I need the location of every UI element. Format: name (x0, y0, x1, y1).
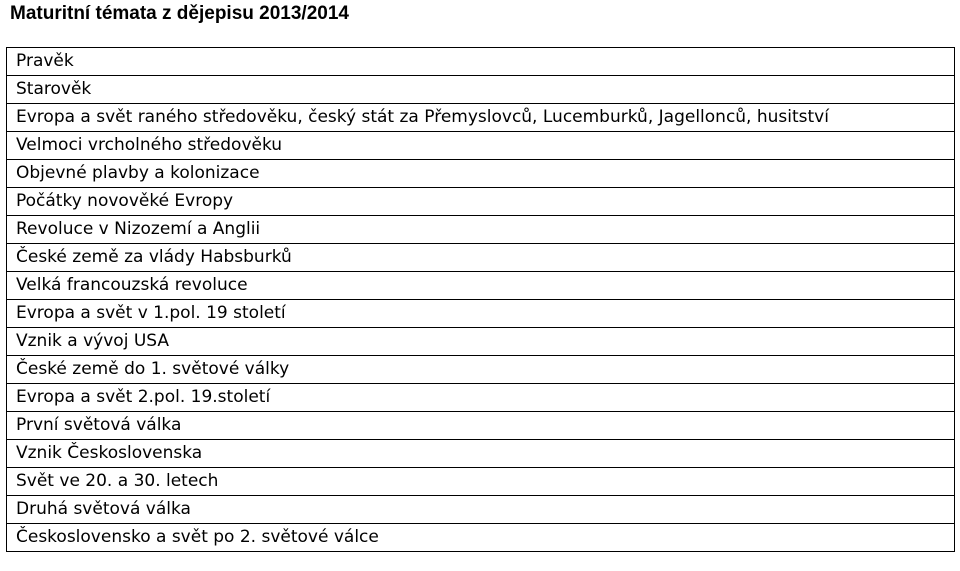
table-row (7, 524, 955, 552)
topic-cell: Svět ve 20. a 30. letech (7, 468, 955, 496)
table-row (7, 76, 955, 104)
table-row (7, 496, 955, 524)
topic-cell: Vznik Československa (7, 440, 955, 468)
topic-cell: České země za vlády Habsburků (7, 244, 955, 272)
table-row (7, 104, 955, 132)
topic-cell: České země do 1. světové války (7, 356, 955, 384)
table-row (7, 440, 955, 468)
topic-cell: Evropa a svět 2.pol. 19.století (7, 384, 955, 412)
topic-cell: Velmoci vrcholného středověku (7, 132, 955, 160)
topic-cell: Počátky novověké Evropy (7, 188, 955, 216)
table-row (7, 384, 955, 412)
topic-cell: První světová válka (7, 412, 955, 440)
topic-cell: Československo a svět po 2. světové válce (7, 524, 955, 552)
topic-cell: Objevné plavby a kolonizace (7, 160, 955, 188)
table-row (7, 412, 955, 440)
table-row (7, 244, 955, 272)
topic-cell: Starověk (7, 76, 955, 104)
table-row (7, 272, 955, 300)
topic-cell: Druhá světová válka (7, 496, 955, 524)
document-title: Maturitní témata z dějepisu 2013/2014 (10, 3, 349, 24)
topic-cell: Revoluce v Nizozemí a Anglii (7, 216, 955, 244)
table-row (7, 468, 955, 496)
topic-cell: Velká francouzská revoluce (7, 272, 955, 300)
table-row (7, 216, 955, 244)
table-row (7, 132, 955, 160)
table-row (7, 356, 955, 384)
topic-cell: Vznik a vývoj USA (7, 328, 955, 356)
topic-cell: Pravěk (7, 48, 955, 76)
table-row (7, 300, 955, 328)
table-row (7, 188, 955, 216)
topic-cell: Evropa a svět v 1.pol. 19 století (7, 300, 955, 328)
topics-table (6, 47, 955, 552)
table-row (7, 160, 955, 188)
table-row (7, 328, 955, 356)
table-row (7, 48, 955, 76)
topic-cell: Evropa a svět raného středověku, český stát za Přemyslovců, Lucemburků, Jagellonců, husitství (7, 104, 955, 132)
